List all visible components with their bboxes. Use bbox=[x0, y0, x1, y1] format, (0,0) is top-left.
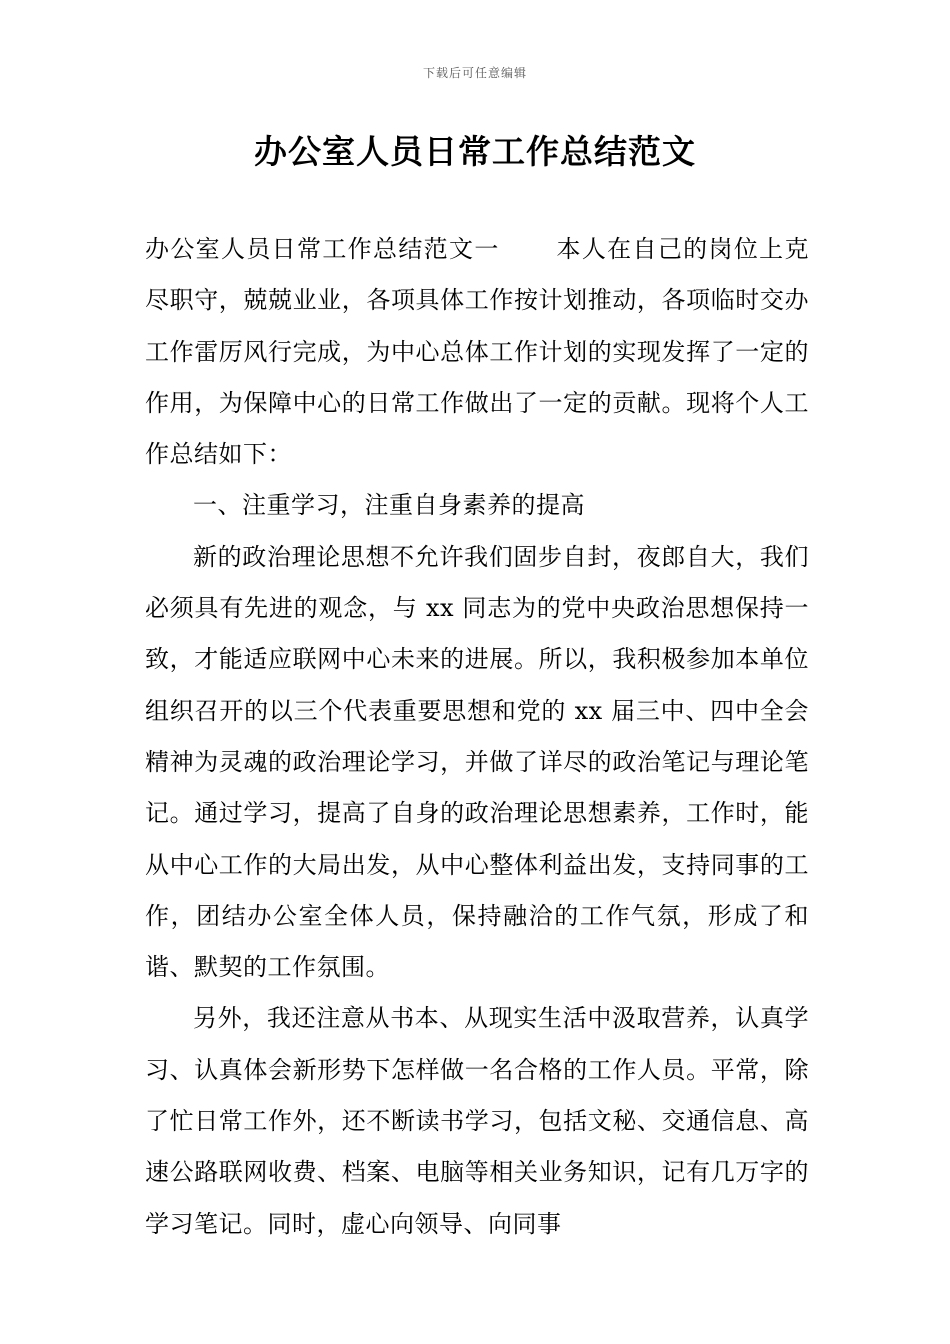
opening-label: 办公室人员日常工作总结范文一 bbox=[145, 235, 500, 263]
body-paragraph-1: 新的政治理论思想不允许我们固步自封，夜郎自大，我们必须具有先进的观念，与 xx 同志为的党中央政治思想保持一致，才能适应联网中心未来的进展。所以，我积极参加本单位组织召开的以三个代表重要思想和党的 xx 届三中、四中全会精神为灵魂的政治理论学习，并做了详尽的政治笔记与理论笔记。通过学习，提高了自身的政治理论思想素养，工作时，能从中心工作的大局出发，从中心整体利益出发，支持同事的工作，团结办公室全体人员，保持融洽的工作气氛，形成了和谐、默契的工作氛围。 bbox=[145, 542, 809, 982]
opening-text: 本人在自己的岗位上克尽职守，兢兢业业，各项具体工作按计划推动，各项临时交办工作雷厉风行完成，为中心总体工作计划的实现发挥了一定的作用，为保障中心的日常工作做出了一定的贡献。现将个人工作总结如下： bbox=[145, 235, 810, 469]
document-title: 办公室人员日常工作总结范文 bbox=[254, 132, 696, 171]
document-body bbox=[145, 224, 809, 1250]
download-note: 下载后可任意编辑 bbox=[422, 66, 527, 80]
body-paragraph-2: 另外，我还注意从书本、从现实生活中汲取营养，认真学习、认真体会新形势下怎样做一名合格的工作人员。平常，除了忙日常工作外，还不断读书学习，包括文秘、交通信息、高速公路联网收费、档案、电脑等相关业务知识，记有几万字的学习笔记。同时，虚心向领导、向同事 bbox=[145, 1004, 809, 1238]
opening-paragraph bbox=[145, 224, 809, 480]
section-heading: 一、注重学习，注重自身素养的提高 bbox=[193, 491, 585, 520]
